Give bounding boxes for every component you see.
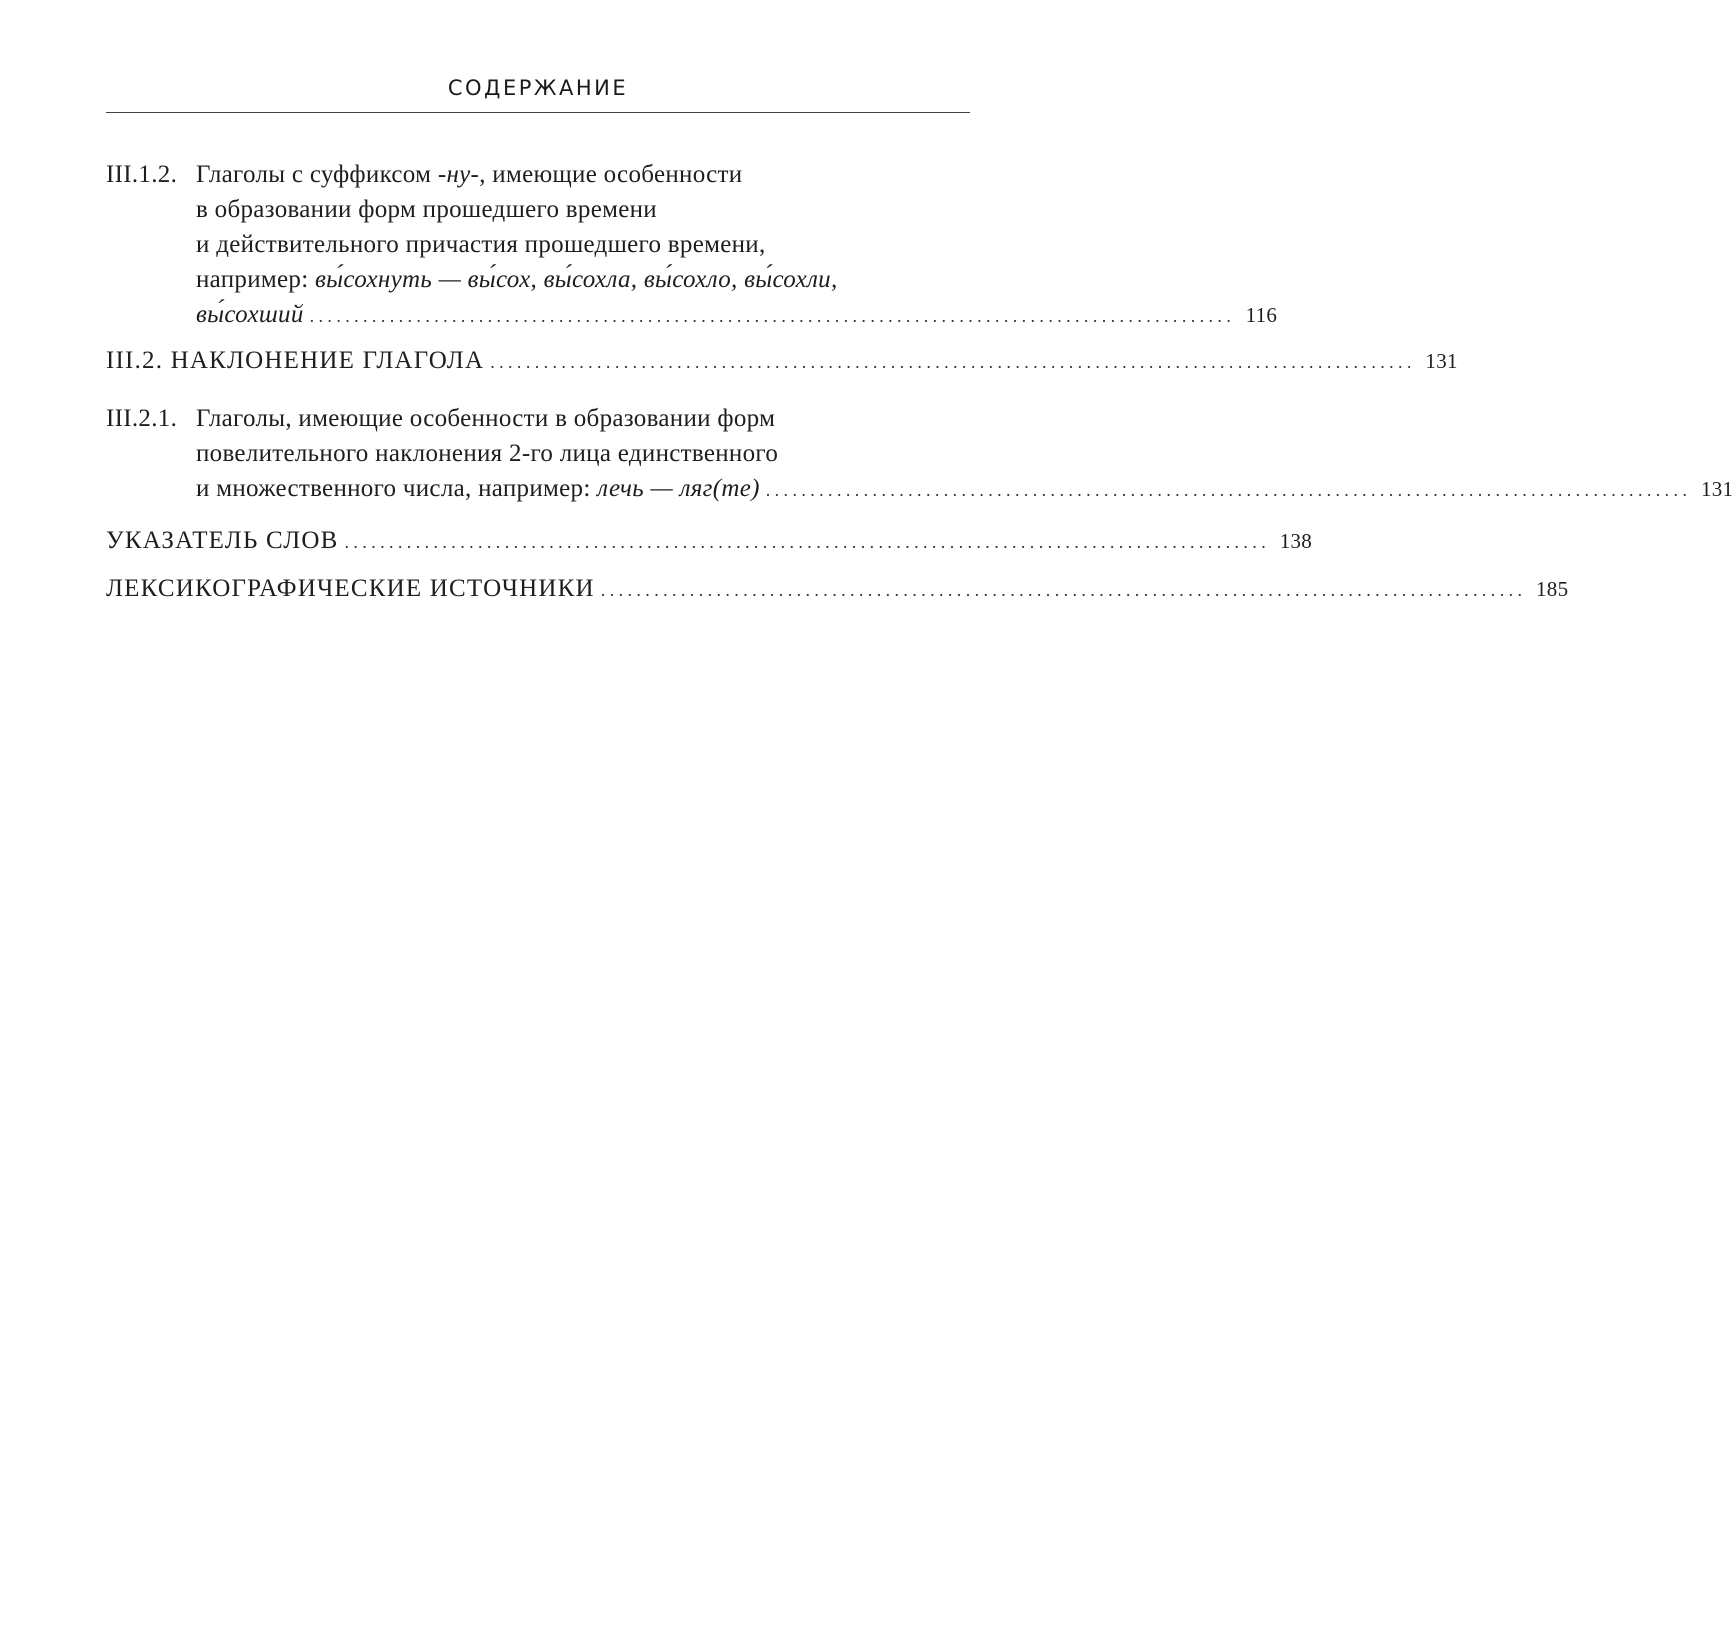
toc-entry-line	[106, 343, 1458, 380]
leader-dots: ........................................................................................................	[309, 306, 1236, 326]
toc-entry-word-index[interactable]	[106, 523, 1313, 560]
toc-entry-text: например:	[196, 266, 309, 293]
toc-entry-line	[106, 227, 966, 262]
toc-page-number: 116	[1245, 303, 1278, 327]
toc-entry-line	[106, 192, 966, 227]
toc-entry-line	[106, 471, 1733, 508]
toc-entry-number: III.1.2.	[106, 161, 178, 188]
toc-entry-text: и множественного числа, например:	[196, 475, 591, 502]
toc-entry-number: III.2.1.	[106, 405, 178, 432]
toc-entry-line	[106, 262, 966, 297]
toc-entry-text: повелительного наклонения 2-го лица единственного	[196, 440, 779, 467]
toc-entry-line	[106, 297, 1278, 334]
toc-entry-line	[106, 436, 966, 471]
toc-page-number: 131	[1425, 349, 1458, 373]
toc-entry-title: III.2. НАКЛОНЕНИЕ ГЛАГОЛА	[106, 347, 485, 374]
toc-entry-text: и действительного причастия прошедшего времени,	[196, 231, 766, 258]
toc-entry-text: Глаголы с суффиксом -ну-, имеющие особенности	[196, 161, 743, 188]
toc-entry-text: Глаголы, имеющие особенности в образовании форм	[196, 405, 776, 432]
running-head: СОДЕРЖАНИЕ	[447, 76, 629, 100]
header-rule	[106, 112, 970, 113]
leader-dots: ........................................................................................................	[765, 480, 1692, 500]
toc-entry-example: лечь — ляг(те)	[597, 475, 760, 502]
toc-page-number: 131	[1700, 477, 1733, 501]
leader-dots: ........................................................................................................	[600, 580, 1527, 600]
toc-entry-iii-1-2[interactable]	[106, 157, 1278, 334]
toc-entry-line	[106, 401, 966, 436]
leader-dots: ........................................................................................................	[344, 532, 1271, 552]
toc-page-number: 138	[1279, 529, 1313, 553]
toc-entry-line	[106, 571, 1569, 608]
toc-entry-suffix: -ну-	[437, 161, 480, 188]
toc-entry-line	[106, 157, 966, 192]
toc-entry-iii-2-1[interactable]	[106, 401, 1733, 508]
toc-entry-lexicographic-sources[interactable]	[106, 571, 1569, 608]
toc-entry-example: вы́сохший	[196, 301, 304, 328]
toc-entry-example: вы́сохнуть — вы́сох, вы́сохла, вы́сохло, вы́сохли,	[315, 266, 838, 293]
toc-page-number: 185	[1536, 577, 1569, 601]
toc-entry-title: УКАЗАТЕЛЬ СЛОВ	[106, 527, 339, 554]
toc-entry-title: ЛЕКСИКОГРАФИЧЕСКИЕ ИСТОЧНИКИ	[106, 575, 595, 602]
leader-dots: ........................................................................................................	[490, 352, 1416, 372]
toc-entry-iii-2[interactable]	[106, 343, 1458, 380]
toc-entry-line	[106, 523, 1313, 560]
toc-entry-text: в образовании форм прошедшего времени	[196, 196, 657, 223]
